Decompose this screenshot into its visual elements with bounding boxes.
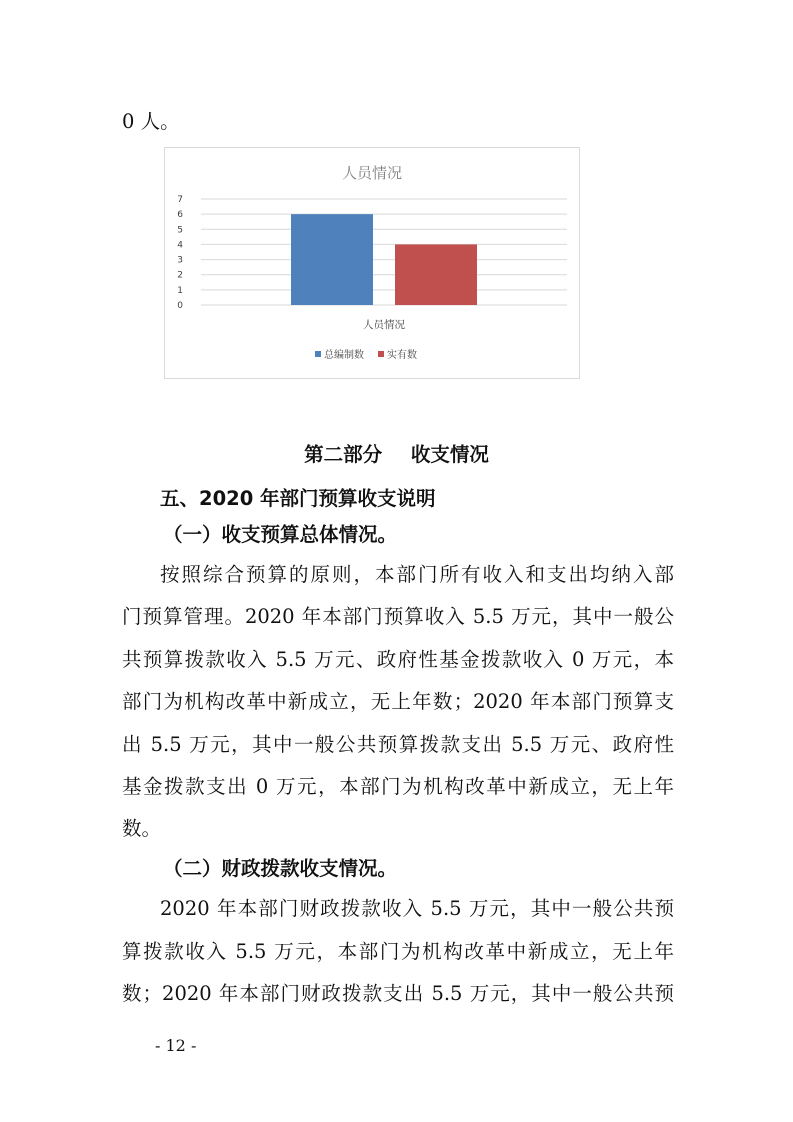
- x-category-label: 人员情况: [363, 319, 405, 331]
- bar-chart-svg: [165, 148, 579, 378]
- y-tick-label: 6: [177, 210, 183, 221]
- staff-chart: [164, 147, 580, 379]
- paragraph-line: 部门为机构改革中新成立，无上年数；2020 年本部门预算支: [122, 690, 674, 713]
- paragraph-line: 数；2020 年本部门财政拨款支出 5.5 万元，其中一般公共预: [122, 982, 674, 1005]
- paragraph-line: 算拨款收入 5.5 万元，本部门为机构改革中新成立，无上年: [122, 940, 674, 963]
- intro-fragment: 0 人。: [122, 110, 180, 133]
- legend-swatch: [315, 351, 321, 357]
- y-tick-label: 3: [177, 255, 183, 266]
- y-tick-label: 1: [177, 285, 183, 296]
- subsection-heading-1: （一）收支预算总体情况。: [163, 523, 398, 546]
- y-tick-label: 0: [177, 301, 183, 311]
- paragraph-line: 门预算管理。2020 年本部门预算收入 5.5 万元，其中一般公: [122, 605, 674, 628]
- legend-label: 总编制数: [324, 350, 364, 361]
- y-tick-label: 7: [177, 195, 183, 205]
- paragraph-line: 基金拨款支出 0 万元，本部门为机构改革中新成立，无上年: [122, 775, 674, 798]
- paragraph-line: 共预算拨款收入 5.5 万元、政府性基金拨款收入 0 万元，本: [122, 648, 674, 671]
- chart-title: 人员情况: [341, 164, 403, 182]
- bar-总编制数: [291, 214, 373, 305]
- section-heading: 五、2020 年部门预算收支说明: [160, 487, 436, 510]
- page-number: - 12 -: [155, 1036, 197, 1055]
- paragraph-line: 2020 年本部门财政拨款收入 5.5 万元，其中一般公共预: [160, 897, 674, 920]
- paragraph-line: 按照综合预算的原则，本部门所有收入和支出均纳入部: [160, 563, 674, 586]
- part-heading: 第二部分 收支情况: [304, 443, 489, 466]
- legend-swatch: [378, 351, 384, 357]
- legend-label: 实有数: [387, 350, 417, 361]
- bar-实有数: [395, 244, 477, 305]
- paragraph-line: 出 5.5 万元，其中一般公共预算拨款支出 5.5 万元、政府性: [122, 733, 674, 756]
- y-tick-label: 5: [177, 225, 183, 236]
- subsection-heading-2: （二）财政拨款收支情况。: [163, 857, 398, 880]
- paragraph-line: 数。: [122, 817, 162, 840]
- y-tick-label: 2: [177, 270, 183, 281]
- y-tick-label: 4: [177, 240, 183, 251]
